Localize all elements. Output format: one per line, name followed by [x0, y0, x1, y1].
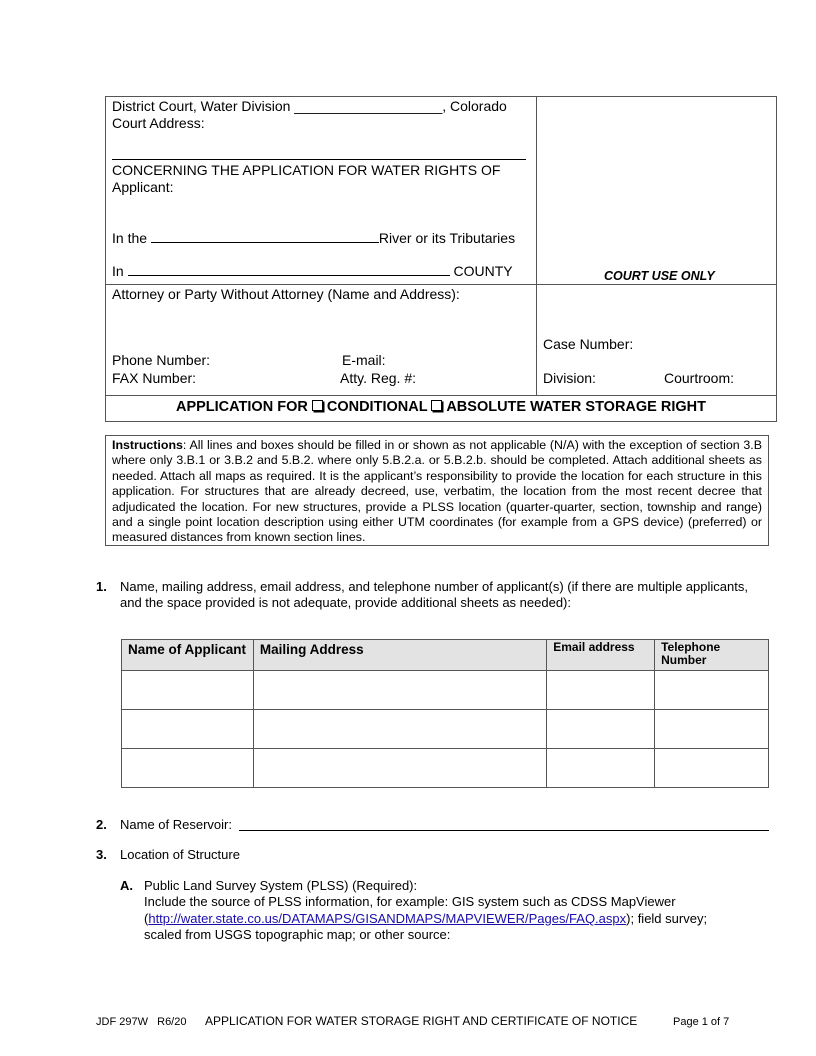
- email-address-cell[interactable]: [547, 710, 655, 749]
- item-2-label: Name of Reservoir:: [120, 817, 232, 832]
- table-row: [122, 749, 769, 788]
- division-label: Division:: [543, 370, 596, 386]
- item-3-number: 3.: [96, 847, 107, 862]
- conditional-checkbox[interactable]: [312, 400, 323, 411]
- mailing-address-cell[interactable]: [253, 671, 546, 710]
- river-field[interactable]: [151, 230, 379, 243]
- table-row: [122, 710, 769, 749]
- river-prefix: In the: [112, 230, 148, 246]
- email-label: E-mail:: [342, 352, 386, 368]
- courtroom-label: Courtroom:: [664, 370, 735, 386]
- applicant-label: Applicant:: [112, 179, 174, 195]
- atty-reg-label: Atty. Reg. #:: [340, 370, 416, 386]
- item-3a-line-4: scaled from USGS topographic map; or other source:: [144, 927, 451, 942]
- item-1-line-2: and the space provided is not adequate, provide additional sheets as needed):: [120, 595, 571, 610]
- telephone-number-cell[interactable]: [655, 710, 769, 749]
- table-row: [122, 671, 769, 710]
- river-suffix: River or its Tributaries: [378, 230, 516, 246]
- applicant-name-cell[interactable]: [122, 671, 254, 710]
- header-telephone-number: Telephone Number: [655, 640, 769, 671]
- applicant-name-cell[interactable]: [122, 710, 254, 749]
- county-prefix: In: [112, 263, 124, 279]
- reservoir-name-field[interactable]: [239, 830, 769, 831]
- county-line: [112, 263, 513, 279]
- application-title: [105, 399, 777, 415]
- mailing-address-cell[interactable]: [253, 710, 546, 749]
- instructions-text: : All lines and boxes should be filled in or shown as not applicable (N/A) with the exception of section 3.B where only 3.B.1 or 3.B.2 and 5.B.2. where only 5.B.2.a. or 5.B.2.b. should be completed. Attach additional sheets as needed. Attach all maps as required. It is the applicant’s responsibility to provide the location for each structure in this application. For structures that are already decreed, use, verbatim, the location from the most recent decree that adjudicated the location. For new structures, provide a PLSS location (quarter-quarter, section, township and range) and a single point location description using either UTM coordinates (for example from a GPS device) (preferred) or measured distances from known section lines.: [112, 438, 762, 545]
- instructions-label: Instructions: [112, 438, 183, 452]
- court-address-line: [112, 159, 526, 160]
- river-line: [112, 230, 515, 246]
- absolute-checkbox[interactable]: [431, 400, 442, 411]
- court-address-label: Court Address:: [112, 115, 205, 131]
- item-3a-line-2: Include the source of PLSS information, for example: GIS system such as CDSS MapViewer: [144, 894, 676, 909]
- item-3a-after-link: ); field survey;: [626, 911, 708, 926]
- email-address-cell[interactable]: [547, 671, 655, 710]
- footer-page: Page 1 of 7: [673, 1016, 730, 1028]
- title-option-conditional: CONDITIONAL: [326, 399, 428, 415]
- footer-title: APPLICATION FOR WATER STORAGE RIGHT AND CERTIFICATE OF NOTICE: [205, 1014, 638, 1028]
- phone-label: Phone Number:: [112, 352, 211, 368]
- footer-form-id: JDF 297W R6/20: [96, 1016, 187, 1028]
- item-1-line-1: Name, mailing address, email address, and telephone number of applicant(s) (if there are multiple applicants,: [120, 579, 748, 594]
- mapviewer-faq-link[interactable]: http://water.state.co.us/DATAMAPS/GISANDMAPS/MAPVIEWER/Pages/FAQ.aspx: [148, 911, 627, 926]
- header-name-of-applicant: Name of Applicant: [122, 640, 254, 671]
- title-prefix: APPLICATION FOR: [175, 399, 308, 415]
- telephone-number-cell[interactable]: [655, 749, 769, 788]
- item-3a-line-1: Public Land Survey System (PLSS) (Required):: [144, 878, 418, 893]
- attorney-label: Attorney or Party Without Attorney (Name and Address):: [112, 286, 460, 302]
- item-2-number: 2.: [96, 817, 107, 832]
- table-header-row: [122, 640, 769, 671]
- county-field[interactable]: [128, 263, 450, 276]
- fax-label: FAX Number:: [112, 370, 197, 386]
- applicants-table: [121, 639, 769, 788]
- header-mailing-address: Mailing Address: [253, 640, 546, 671]
- caption-divider-1: [105, 284, 777, 285]
- concerning-heading: CONCERNING THE APPLICATION FOR WATER RIGHTS OF: [112, 162, 501, 178]
- instructions-box: [105, 435, 769, 546]
- item-3-label: Location of Structure: [120, 847, 240, 862]
- email-address-cell[interactable]: [547, 749, 655, 788]
- item-3a-letter: A.: [120, 878, 133, 893]
- title-option-absolute: ABSOLUTE WATER STORAGE RIGHT: [446, 399, 706, 415]
- item-3a-line-3: (http://water.state.co.us/DATAMAPS/GISANDMAPS/MAPVIEWER/Pages/FAQ.aspx); field survey;: [144, 911, 708, 926]
- applicant-name-cell[interactable]: [122, 749, 254, 788]
- caption-divider-vertical: [536, 96, 537, 396]
- item-1-number: 1.: [96, 579, 107, 594]
- header-email-address: Email address: [547, 640, 655, 671]
- district-court-line: District Court, Water Division ___________________, Colorado: [112, 98, 507, 114]
- case-number-label: Case Number:: [543, 336, 634, 352]
- county-suffix: COUNTY: [453, 263, 513, 279]
- mailing-address-cell[interactable]: [253, 749, 546, 788]
- caption-divider-2: [105, 395, 777, 396]
- telephone-number-cell[interactable]: [655, 671, 769, 710]
- court-use-only: COURT USE ONLY: [604, 269, 715, 283]
